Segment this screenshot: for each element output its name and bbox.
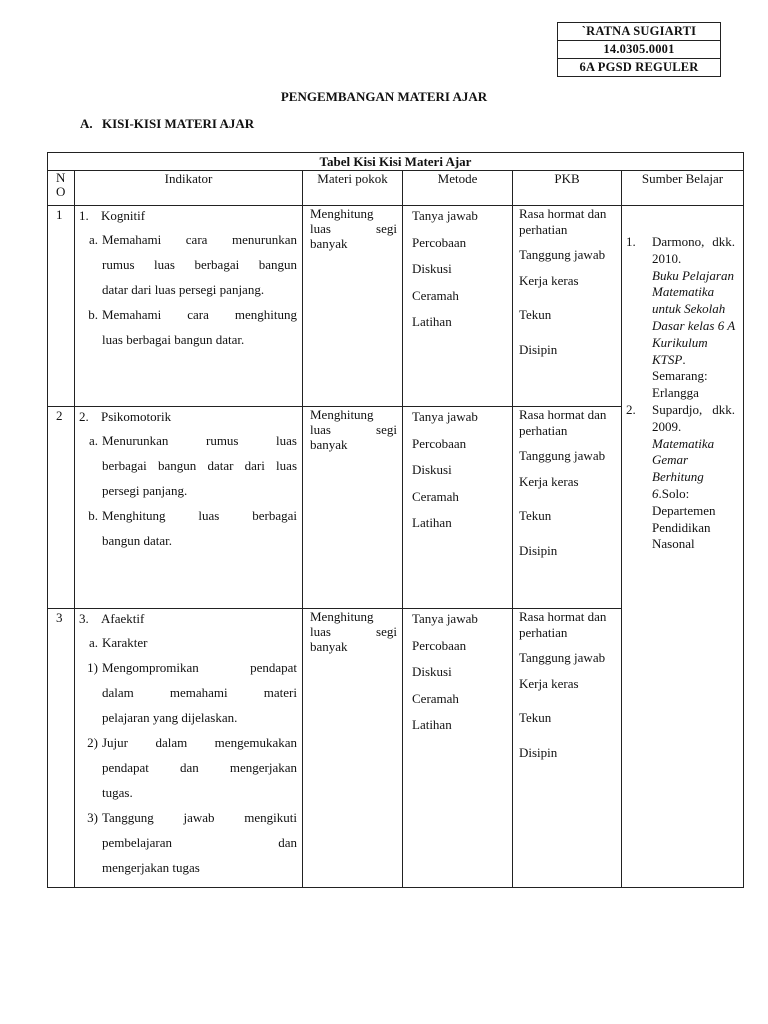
student-nim: 14.0305.0001	[558, 41, 720, 59]
reference-item: 1. Darmono, dkk. 2010. Buku Pelajaran Matematika untuk Sekolah Dasar kelas 6 A Kurikulum KTSP. Semarang: Erlangga	[626, 234, 735, 401]
document-title: PENGEMBANGAN MATERI AJAR	[280, 89, 488, 104]
indikator-cell: 1. Kognitif a. Memahami cara menurunkan rumus luas berbagai bangun datar dari luas persegi panjang. b. Memahami cara menghitung luas berbagai bangun datar.	[75, 206, 303, 407]
indikator-heading: Afaektif	[101, 611, 145, 626]
section-letter: A.	[80, 116, 93, 131]
metode-cell: Tanya jawab Percobaan Diskusi Ceramah Latihan	[403, 407, 513, 609]
pkb-cell: Rasa hormat dan perhatian Tanggung jawab Kerja keras Tekun Disipin	[513, 206, 622, 407]
row-number: 3	[48, 609, 75, 888]
header-no: N O	[48, 171, 75, 206]
header-pkb: PKB	[513, 171, 622, 206]
header-sumber: Sumber Belajar	[622, 171, 744, 206]
metode-cell: Tanya jawab Percobaan Diskusi Ceramah Latihan	[403, 206, 513, 407]
header-indikator: Indikator	[75, 171, 303, 206]
sumber-cell	[622, 206, 744, 888]
indikator-cell: 2. Psikomotorik a. Menurunkan rumus luas berbagai bangun datar dari luas persegi panjang. b. Menghitung luas berbagai bangun datar.	[75, 407, 303, 609]
row-number: 2	[48, 407, 75, 609]
header-metode: Metode	[403, 171, 513, 206]
header-materi: Materi pokok	[303, 171, 403, 206]
table-header-row	[48, 171, 744, 206]
identity-box	[557, 22, 721, 77]
table-caption: Tabel Kisi Kisi Materi Ajar	[48, 153, 744, 171]
table-row	[48, 206, 744, 407]
indikator-cell: 3. Afaektif a. Karakter 1) Mengompromikan pendapat dalam memahami materi pelajaran yang dijelaskan. 2) Jujur dalam mengemukakan pendapat dan mengerjakan tugas. 3) Tanggung jawab mengikuti pembelajaran dan mengerjakan tugas	[75, 609, 303, 888]
materi-cell: Menghitung luas segi banyak	[303, 407, 403, 609]
section-label: KISI-KISI MATERI AJAR	[102, 116, 255, 131]
indikator-heading: Kognitif	[101, 208, 146, 223]
pkb-cell: Rasa hormat dan perhatian Tanggung jawab Kerja keras Tekun Disipin	[513, 407, 622, 609]
metode-cell: Tanya jawab Percobaan Diskusi Ceramah Latihan	[403, 609, 513, 888]
reference-item: 2. Supardjo, dkk. 2009. Matematika Gemar Berhitung 6.Solo: Departemen Pendidikan Nasonal	[626, 401, 735, 552]
materi-cell: Menghitung luas segi banyak	[303, 206, 403, 407]
indikator-subheading: Karakter	[102, 635, 148, 650]
student-class: 6A PGSD REGULER	[579, 60, 699, 74]
indikator-heading: Psikomotorik	[101, 409, 172, 424]
pkb-cell: Rasa hormat dan perhatian Tanggung jawab Kerja keras Tekun Disipin	[513, 609, 622, 888]
row-number: 1	[48, 206, 75, 407]
student-name: `RATNA SUGIARTI	[558, 23, 720, 41]
materi-cell: Menghitung luas segi banyak	[303, 609, 403, 888]
section-heading	[80, 116, 254, 132]
kisi-table	[47, 152, 744, 888]
